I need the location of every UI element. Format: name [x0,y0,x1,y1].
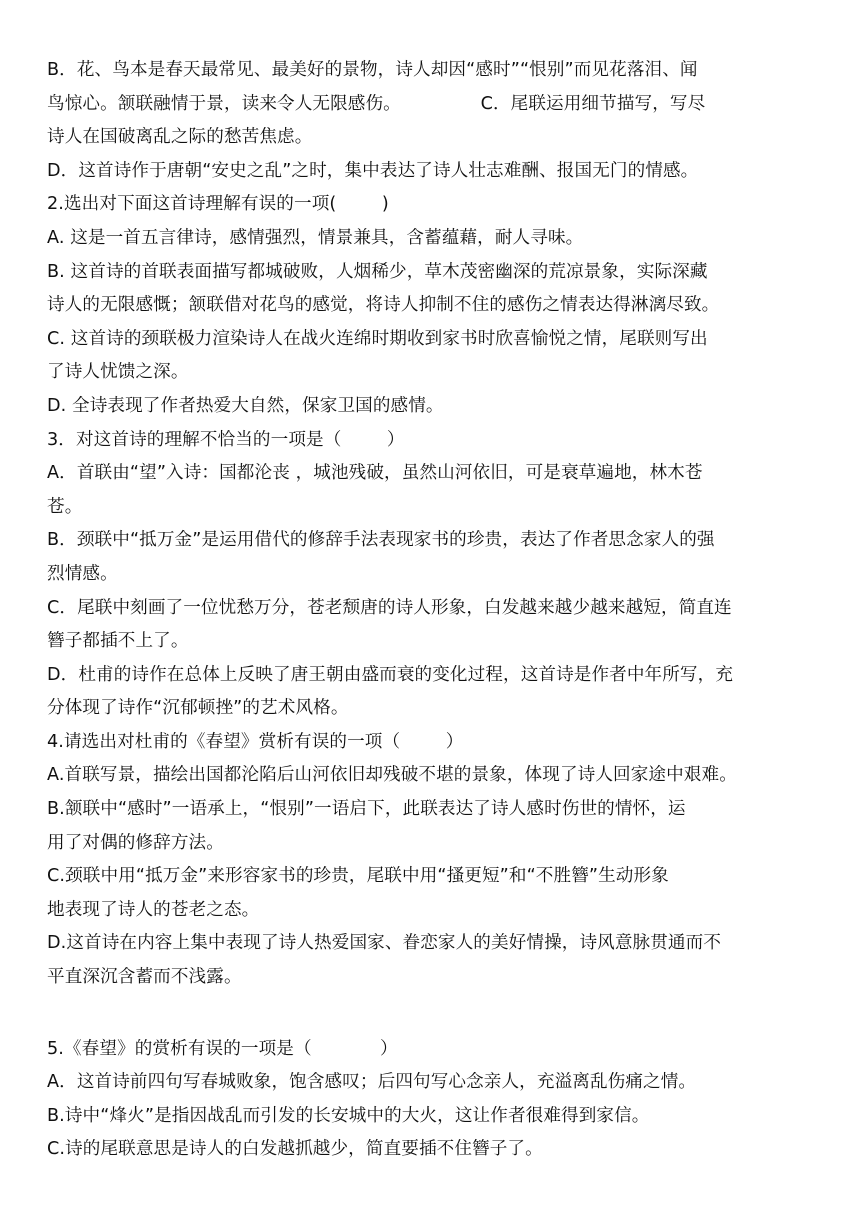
question-2-option-a: A. 这是一首五言律诗，感情强烈，情景兼具，含蓄蕴藉，耐人寻味。 [47,227,584,248]
question-2-option-b: B. 这首诗的首联表面描写都城破败，人烟稀少，草木茂密幽深的荒凉景象，实际深藏 [47,261,708,282]
question-3-option-a: A．首联由“望”入诗：国都沦丧 ，城池残破，虽然山河依旧，可是衰草遍地，林木苍 [47,463,703,484]
text-line: 地表现了诗人的苍老之态。 [47,899,260,920]
text-line: D．这首诗作于唐朝“安史之乱”之时，集中表达了诗人壮志难酬、报国无门的情感。 [47,160,699,181]
text-line: 簪子都插不上了。 [47,631,189,652]
question-4-stem: 4.请选出对杜甫的《春望》赏析有误的一项（ ） [47,731,464,752]
text-line: 鸟惊心。颔联融情于景，读来令人无限感伤。 C．尾联运用细节描写，写尽 [47,93,706,114]
question-4-option-b: B.颔联中“感时”一语承上，“恨别”一语启下，此联表达了诗人感时伤世的情怀，运 [47,799,686,820]
question-2-stem: 2.选出对下面这首诗理解有误的一项( ) [47,194,389,215]
question-5-option-b: B.诗中“烽火”是指因战乱而引发的长安城中的大火，这让作者很难得到家信。 [47,1105,650,1126]
question-5-stem: 5.《春望》的赏析有误的一项是（ ） [47,1038,398,1059]
text-line: 分体现了诗作“沉郁顿挫”的艺术风格。 [47,698,349,719]
text-line: 苍。 [47,496,83,517]
question-4-option-c: C.颈联中用“抵万金”来形容家书的珍贵，尾联中用“搔更短”和“不胜簪”生动形象 [47,866,669,887]
question-3-option-c: C．尾联中刻画了一位忧愁万分，苍老颓唐的诗人形象，白发越来越少越来越短，简直连 [47,597,732,618]
question-5-option-c: C.诗的尾联意思是诗人的白发越抓越少，简直要插不住簪子了。 [47,1139,543,1160]
question-3-stem: 3．对这首诗的理解不恰当的一项是（ ） [47,429,405,450]
question-2-option-c: C. 这首诗的颈联极力渲染诗人在战火连绵时期收到家书时欣喜愉悦之情，尾联则写出 [47,328,708,349]
question-5-option-a: A．这首诗前四句写春城败象，饱含感叹；后四句写心念亲人，充溢离乱伤痛之情。 [47,1072,697,1093]
question-3-option-d: D．杜甫的诗作在总体上反映了唐王朝由盛而衰的变化过程，这首诗是作者中年所写，充 [47,664,734,685]
question-2-option-d: D. 全诗表现了作者热爱大自然，保家卫国的感情。 [47,395,444,416]
text-line: 诗人在国破离乱之际的愁苦焦虑。 [47,127,313,148]
text-line: 平直深沉含蓄而不浅露。 [47,967,242,988]
text-line: 诗人的无限感慨；颔联借对花鸟的感觉，将诗人抑制不住的感伤之情表达得淋漓尽致。 [47,295,720,316]
question-4-option-d: D.这首诗在内容上集中表现了诗人热爱国家、眷恋家人的美好情操，诗风意脉贯通而不 [47,933,722,954]
text-line: 用了对偶的修辞方法。 [47,832,224,853]
question-3-option-b: B．颈联中“抵万金”是运用借代的修辞手法表现家书的珍贵，表达了作者思念家人的强 [47,530,715,551]
text-line: 了诗人忧馈之深。 [47,362,189,383]
text-line: 烈情感。 [47,563,118,584]
text-line: B．花、鸟本是春天最常见、最美好的景物，诗人却因“感时”“恨别”而见花落泪、闻 [47,60,698,80]
blank-line [47,995,814,1033]
question-4-option-a: A.首联写景，描绘出国都沦陷后山河依旧却残破不堪的景象，体现了诗人回家途中艰难。 [47,765,737,786]
